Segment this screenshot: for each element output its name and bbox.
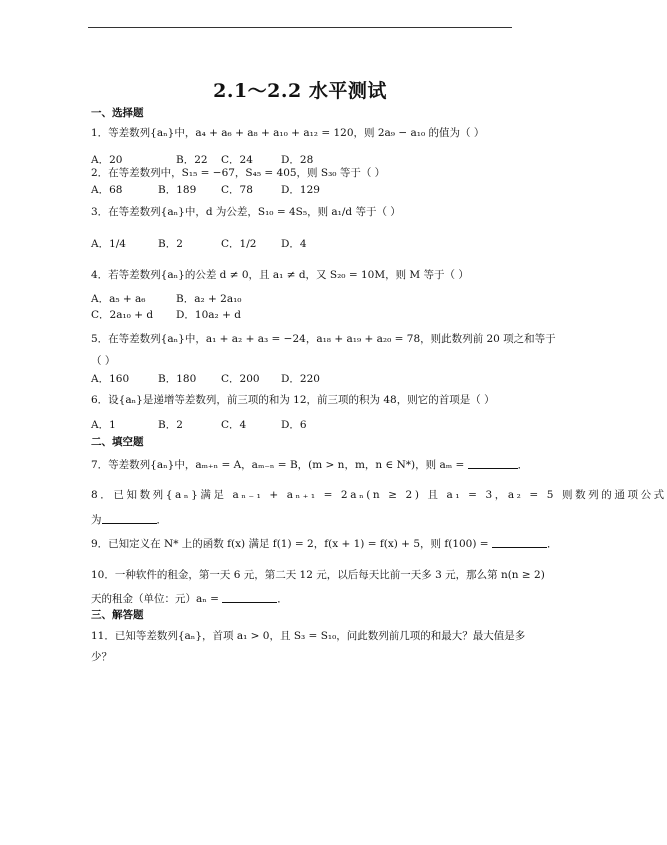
option-a: A．68 (91, 184, 123, 196)
question-8: 8．已知数列{aₙ}满足 aₙ₋₁ + aₙ₊₁ = 2aₙ(n ≥ 2) 且 a₁ = 3，a₂ = 5 则数列的通项公式 (91, 489, 667, 501)
option-b: B．22 (176, 154, 208, 166)
option-b: B．2 (158, 419, 183, 431)
option-b: B．180 (158, 373, 197, 385)
question-9: 9．已知定义在 N* 上的函数 f(x) 满足 f(1) = 2，f(x + 1) = f(x) + 5，则 f(100) = ． (91, 538, 558, 550)
question-10-cont-text: 天的租金（单位：元）aₙ = (91, 593, 223, 605)
question-7: 7．等差数列{aₙ}中，aₘ₊ₙ = A，aₘ₋ₙ = B，(m > n，m，n ∈ N*)，则 aₘ = ． (91, 459, 529, 471)
question-3: 3．在等差数列{aₙ}中，d 为公差，S₁₀ = 4S₅，则 a₁/d 等于（ ） (91, 206, 401, 218)
question-8-continuation: 为 ． (91, 514, 167, 526)
question-6: 6．设{aₙ}是递增等差数列，前三项的和为 12，前三项的积为 48，则它的首项是（ ） (91, 394, 495, 406)
option-a: A．160 (91, 373, 130, 385)
question-7-text: 7．等差数列{aₙ}中，aₘ₊ₙ = A，aₘ₋ₙ = B，(m > n，m，n ∈ N*)，则 aₘ = (91, 459, 468, 471)
option-b: B．2 (158, 238, 183, 250)
top-rule (88, 27, 512, 28)
question-4: 4．若等差数列{aₙ}的公差 d ≠ 0，且 a₁ ≠ d，又 S₂₀ = 10M，则 M 等于（ ） (91, 269, 469, 281)
answer-blank[interactable] (492, 537, 547, 548)
section-fill-heading: 二、填空题 (91, 436, 144, 448)
answer-blank[interactable] (102, 513, 157, 524)
option-b: B．a₂ + 2a₁₀ (176, 293, 242, 305)
option-c: C．1/2 (221, 238, 257, 250)
question-9-text: 9．已知定义在 N* 上的函数 f(x) 满足 f(1) = 2，f(x + 1) = f(x) + 5，则 f(100) = (91, 538, 492, 550)
option-c: C．24 (221, 154, 253, 166)
option-a: A．1 (91, 419, 116, 431)
answer-blank[interactable] (468, 458, 518, 469)
question-10: 10．一种软件的租金，第一天 6 元，第二天 12 元，以后每天比前一天多 3 元，那么第 n(n ≥ 2) (91, 569, 545, 581)
question-2: 2．在等差数列中，S₁₅ = −67，S₄₅ = 405，则 S₃₀ 等于（ ） (91, 167, 386, 179)
option-c: C．200 (221, 373, 260, 385)
option-a: A．1/4 (91, 238, 126, 250)
section-choice-heading: 一、选择题 (91, 107, 144, 119)
question-11-continuation: 少？ (91, 651, 112, 663)
option-a: A．20 (91, 154, 123, 166)
option-d: D．4 (281, 238, 307, 250)
option-c: C．2a₁₀ + d (91, 309, 154, 321)
question-5: 5．在等差数列{aₙ}中，a₁ + a₂ + a₃ = −24，a₁₈ + a₁₉ + a₂₀ = 78，则此数列前 20 项之和等于 (91, 333, 556, 345)
question-5-continuation: （ ） (91, 355, 116, 367)
question-10-continuation: 天的租金（单位：元）aₙ = ． (91, 593, 288, 605)
question-1: 1．等差数列{aₙ}中，a₄ + a₆ + a₈ + a₁₀ + a₁₂ = 120，则 2a₉ − a₁₀ 的值为（ ） (91, 127, 485, 139)
option-c: C．78 (221, 184, 253, 196)
option-d: D．6 (281, 419, 307, 431)
option-d: D．10a₂ + d (176, 309, 241, 321)
option-d: D．28 (281, 154, 314, 166)
page-title: 2.1～2.2 水平测试 (213, 80, 387, 102)
option-b: B．189 (158, 184, 197, 196)
section-answer-heading: 三、解答题 (91, 609, 144, 621)
answer-blank[interactable] (222, 592, 277, 603)
option-d: D．220 (281, 373, 320, 385)
option-c: C．4 (221, 419, 247, 431)
question-8-cont-text: 为 (91, 514, 102, 526)
option-a: A．a₅ + a₆ (91, 293, 146, 305)
question-11: 11．已知等差数列{aₙ}，首项 a₁ > 0，且 S₃ = S₁₀，问此数列前几项的和最大？最大值是多 (91, 630, 526, 642)
option-d: D．129 (281, 184, 320, 196)
